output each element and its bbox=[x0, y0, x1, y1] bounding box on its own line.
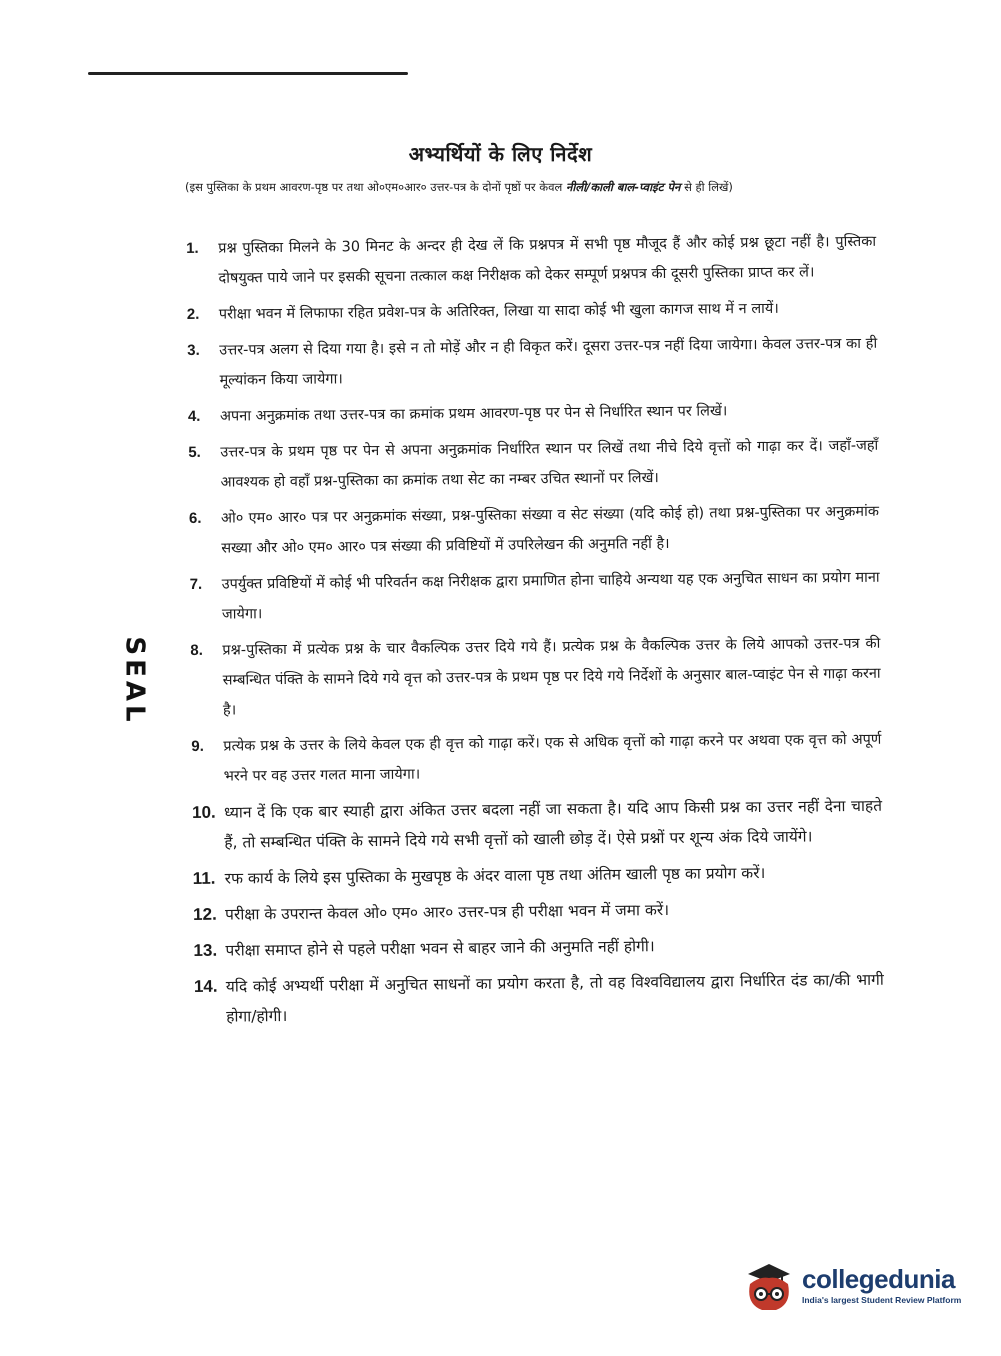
instruction-text: परीक्षा समाप्त होने से पहले परीक्षा भवन से बाहर जाने की अनुमति नहीं होगी। bbox=[225, 937, 655, 960]
logo-tagline: India's largest Student Review Platform bbox=[802, 1295, 962, 1305]
instruction-item bbox=[190, 563, 881, 630]
instruction-item bbox=[186, 227, 877, 294]
instruction-text: उत्तर-पत्र अलग से दिया गया है। इसे न तो मोड़ें और न ही विकृत करें। दूसरा उत्तर-पत्र नहीं दिया जायेगा। केवल उत्तर-पत्र का ही मूल्यांकन किया जायेगा। bbox=[219, 335, 878, 389]
instruction-text: ओ० एम० आर० पत्र पर अनुक्रमांक संख्या, प्रश्न-पुस्तिका संख्या व सेट संख्या (यदि कोई हो) तथा प्रश्न-पुस्तिका पर अनुक्रमांक सख्या और ओ० एम० आर० पत्र संख्या की प्रविष्टियों में उपरिलेखन की अनुमति नहीं है। bbox=[220, 503, 880, 557]
instruction-text: प्रश्न पुस्तिका मिलने के 30 मिनट के अन्दर ही देख लें कि प्रश्नपत्र में सभी पृष्ठ मौजूद हैं और कोई प्रश्न छूटा नहीं है। पुस्तिका दोषयुक्त पाये जाने पर इसकी सूचना तत्काल कक्ष निरीक्षक को देकर सम्पूर्ण प्रश्नपत्र की दूसरी पुस्तिका प्राप्त कर लें। bbox=[218, 233, 877, 287]
instruction-text: प्रश्न-पुस्तिका में प्रत्येक प्रश्न के चार वैकल्पिक उत्तर दिये गये हैं। प्रत्येक प्रश्न के वैकल्पिक उत्तर के लिये आपको उत्तर-पत्र की सम्बन्धित पंक्ति के सामने दिये गये वृत्त को उत्तर-पत्र के प्रथम पृष्ठ पर दिये गये निर्देशों के अनुसार बाल-प्वाइंट पेन से गाढ़ा करना है। bbox=[222, 635, 881, 719]
subtitle-text: (इस पुस्तिका के प्रथम आवरण-पृष्ठ पर तथा ओ०एम०आर० उत्तर-पत्र के दोनों पृष्ठों पर केवल bbox=[185, 180, 566, 194]
instruction-number: 8. bbox=[190, 641, 203, 659]
instruction-text: उत्तर-पत्र के प्रथम पृष्ठ पर पेन से अपना अनुक्रमांक निर्धारित स्थान पर लिखें तथा नीचे दिये वृत्तों को गाढ़ा कर दें। जहाँ-जहाँ आवश्यक हो वहाँ प्रश्न-पुस्तिका का क्रमांक तथा सेट का नम्बर उचित स्थानों पर लिखें। bbox=[220, 437, 879, 491]
instruction-text: प्रत्येक प्रश्न के उत्तर के लिये केवल एक ही वृत्त को गाढ़ा करें। एक से अधिक वृत्तों को गाढ़ा करने पर अथवा एक वृत्त को अपूर्ण भरने पर वह उत्तर गलत माना जायेगा। bbox=[223, 731, 882, 785]
instruction-item bbox=[193, 857, 883, 894]
instruction-item bbox=[188, 395, 878, 432]
instruction-list bbox=[186, 227, 884, 1038]
instruction-item bbox=[193, 893, 883, 930]
instruction-item bbox=[188, 431, 879, 498]
instruction-number: 14. bbox=[193, 976, 218, 996]
instruction-text: यदि कोई अभ्यर्थी परीक्षा में अनुचित साधनों का प्रयोग करता है, तो वह विश्वविद्यालय द्वारा निर्धारित दंड का/की भागी होगा/होगी। bbox=[225, 970, 884, 1026]
instruction-number: 13. bbox=[193, 940, 218, 960]
logo-mascot-icon bbox=[742, 1256, 796, 1314]
instruction-number: 9. bbox=[191, 737, 204, 755]
subtitle-end: से ही लिखें) bbox=[680, 180, 733, 194]
seal-label: SEAL bbox=[119, 636, 150, 726]
page-title: अभ्यर्थियों के लिए निर्देश bbox=[408, 142, 593, 166]
instruction-text: अपना अनुक्रमांक तथा उत्तर-पत्र का क्रमांक प्रथम आवरण-पृष्ठ पर पेन से निर्धारित स्थान पर लिखें। bbox=[219, 403, 728, 425]
instruction-number: 1. bbox=[186, 239, 199, 257]
instruction-text: परीक्षा के उपरान्त केवल ओ० एम० आर० उत्तर-पत्र ही परीक्षा भवन में जमा करें। bbox=[225, 900, 670, 924]
instruction-item bbox=[192, 791, 883, 858]
instruction-item bbox=[187, 329, 878, 396]
instruction-item bbox=[190, 629, 881, 726]
collegedunia-logo bbox=[742, 1254, 972, 1316]
instruction-number: 6. bbox=[188, 509, 202, 527]
instruction-number: 4. bbox=[187, 407, 201, 425]
subtitle-emphasis: नीली/काली बाल-प्वाइंट पेन bbox=[565, 180, 681, 194]
instruction-item bbox=[194, 965, 885, 1032]
top-rule bbox=[88, 72, 408, 75]
instruction-text: ध्यान दें कि एक बार स्याही द्वारा अंकित उत्तर बदला नहीं जा सकता है। यदि आप किसी प्रश्न का उत्तर नहीं देना चाहते हैं, तो सम्बन्धित पंक्ति के सामने दिये गये सभी वृत्तों को खाली छोड़ दें। ऐसे प्रश्नों पर शून्य अंक दिये जायेंगे। bbox=[223, 796, 883, 852]
instruction-number: 3. bbox=[187, 341, 200, 359]
instruction-number: 10. bbox=[191, 802, 216, 822]
instruction-text: परीक्षा भवन में लिफाफा रहित प्रवेश-पत्र के अतिरिक्त, लिखा या सादा कोई भी खुला कागज साथ में न लायें। bbox=[218, 300, 779, 323]
instruction-item bbox=[193, 929, 883, 966]
logo-brand-name: collegedunia bbox=[802, 1264, 955, 1294]
instruction-text: उपर्युक्त प्रविष्टियों में कोई भी परिवर्तन कक्ष निरीक्षक द्वारा प्रमाणित होना चाहिये अन्यथा यह एक अनुचित साधन का प्रयोग माना जायेगा। bbox=[221, 569, 880, 623]
instruction-number: 7. bbox=[189, 575, 203, 593]
page-subtitle bbox=[185, 180, 865, 195]
instruction-item bbox=[191, 725, 882, 792]
instruction-item bbox=[187, 293, 877, 330]
instruction-number: 12. bbox=[193, 904, 217, 924]
instruction-number: 2. bbox=[186, 305, 200, 323]
instruction-number: 11. bbox=[192, 868, 216, 888]
instruction-item bbox=[189, 497, 880, 564]
instruction-text: रफ कार्य के लिये इस पुस्तिका के मुखपृष्ठ के अंदर वाला पृष्ठ तथा अंतिम खाली पृष्ठ का प्रयोग करें। bbox=[224, 863, 766, 888]
instruction-number: 5. bbox=[188, 443, 201, 461]
